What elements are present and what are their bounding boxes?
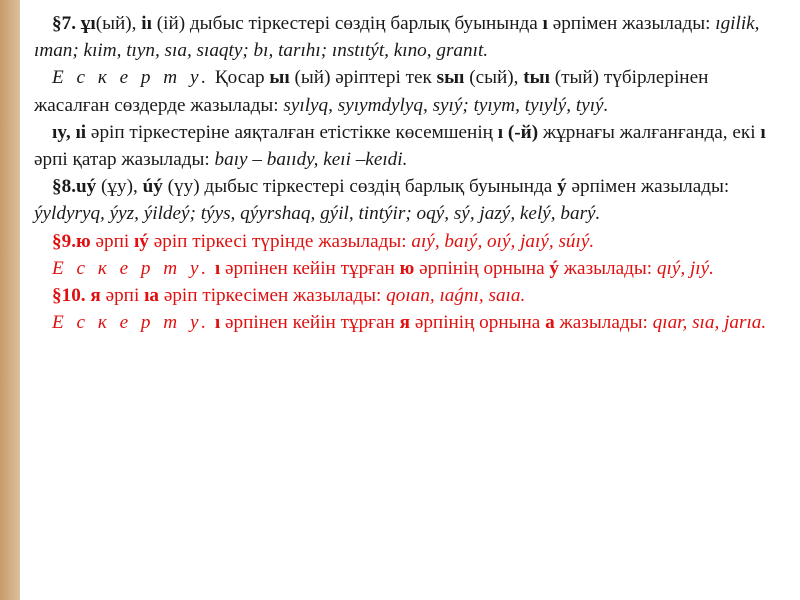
text: әрпімен жазылады: [547,13,716,34]
letter-term: ыı [269,67,290,89]
text: әріп тіркесімен жазылады: [159,285,387,307]
text: (тый) түбірлерінен жасалған сөздерде жазылады: [34,67,709,116]
text: әріп тіркесі түрінде жазылады: [148,230,412,252]
letter-term: ı (-й) [497,121,539,143]
letter-term: ı [760,121,766,143]
examples: aıý, baıý, oıý, jaıý, súıý. [411,230,595,252]
examples: qıar, sıa, jarıa. [652,312,767,334]
letter-term: іı [141,13,152,34]
letter-term: ı [214,312,221,334]
section-number: §7. [52,13,76,34]
text: (ұу), [96,176,143,198]
text: жұрнағы жалғанғанда, екі [538,121,761,143]
letter-term: я [399,312,411,334]
text: (ый) әріптері тек [289,67,437,89]
letter-term: ıy, ıi [52,121,87,143]
letter-term: ю [399,257,415,279]
note-label: Е с к е р т у. [52,67,211,89]
text: жазылады: [554,312,653,334]
paragraph-section-7-verbs [34,119,778,173]
text: әрпінен кейін тұрған [220,257,400,279]
paragraph-section-10 [34,282,778,309]
text: әрпі қатар жазылады: [34,149,215,171]
letter-term: ұı [80,13,96,34]
note-label: Е с к е р т у. [52,257,211,279]
letter-term: ý [557,176,567,198]
paragraph-section-7-note [34,64,778,118]
text: (үу) дыбыс тіркестері сөздің барлық буынында [162,176,558,198]
examples: qoıan, ıaǵnı, saıa. [386,285,526,307]
section-number: §8. [52,176,76,198]
paragraph-section-9-note [34,255,778,282]
letter-term: úý [142,176,163,198]
text: (сый), [464,67,524,89]
examples: syılyq, syıymdylyq, syıý; tyıym, tyıylý, tyıý. [283,94,609,116]
section-number: §10. [52,285,86,307]
text: әріп тіркестеріне аяқталған етістікке көсемшенің [86,121,498,143]
letter-term: uý [75,176,97,198]
paragraph-section-7 [34,10,778,64]
text: әрпінің орнына [410,312,546,334]
side-decoration-bar [0,0,20,600]
examples: ýyldyryq, ýyz, ýildeý; týys, qýyrshaq, gýil, tintýir; oqý, sý, jazý, kelý, barý. [34,203,601,225]
letter-term: я [90,285,101,307]
text: (ый), [95,13,142,34]
text: Қосар [210,67,270,89]
text: әрпінен кейін тұрған [220,312,400,334]
examples: qıý, jıý. [656,257,714,279]
text: жазылады: [559,257,657,279]
paragraph-section-8 [34,173,778,227]
text: әрпі [100,285,145,307]
letter-term: a [545,312,555,334]
section-number: §9. [52,230,76,252]
paragraph-section-10-note [34,309,778,336]
letter-term: ı [542,13,548,34]
examples: ıgilik, ıman; kıim, tıyn, sıa, sıaqty; bı, tarıhı; ınstıtýt, kıno, granıt. [34,13,760,62]
paragraph-section-9 [34,228,778,255]
letter-term: tыı [523,67,550,89]
text: әрпінің орнына [414,257,550,279]
document-body [34,10,778,336]
letter-term: ý [549,257,559,279]
text: әрпі [90,230,134,252]
letter-term: ıa [144,285,160,307]
note-label: Е с к е р т у. [52,312,211,334]
examples: baıy – baııdy, keıi –keıdi. [214,149,408,171]
text: әрпімен жазылады: [566,176,730,198]
text: (ій) дыбыс тіркестері сөздің барлық буынында [151,13,543,34]
letter-term: sыı [436,67,465,89]
letter-term: ю [75,230,91,252]
letter-term: ı [214,257,221,279]
letter-term: ıý [133,230,149,252]
